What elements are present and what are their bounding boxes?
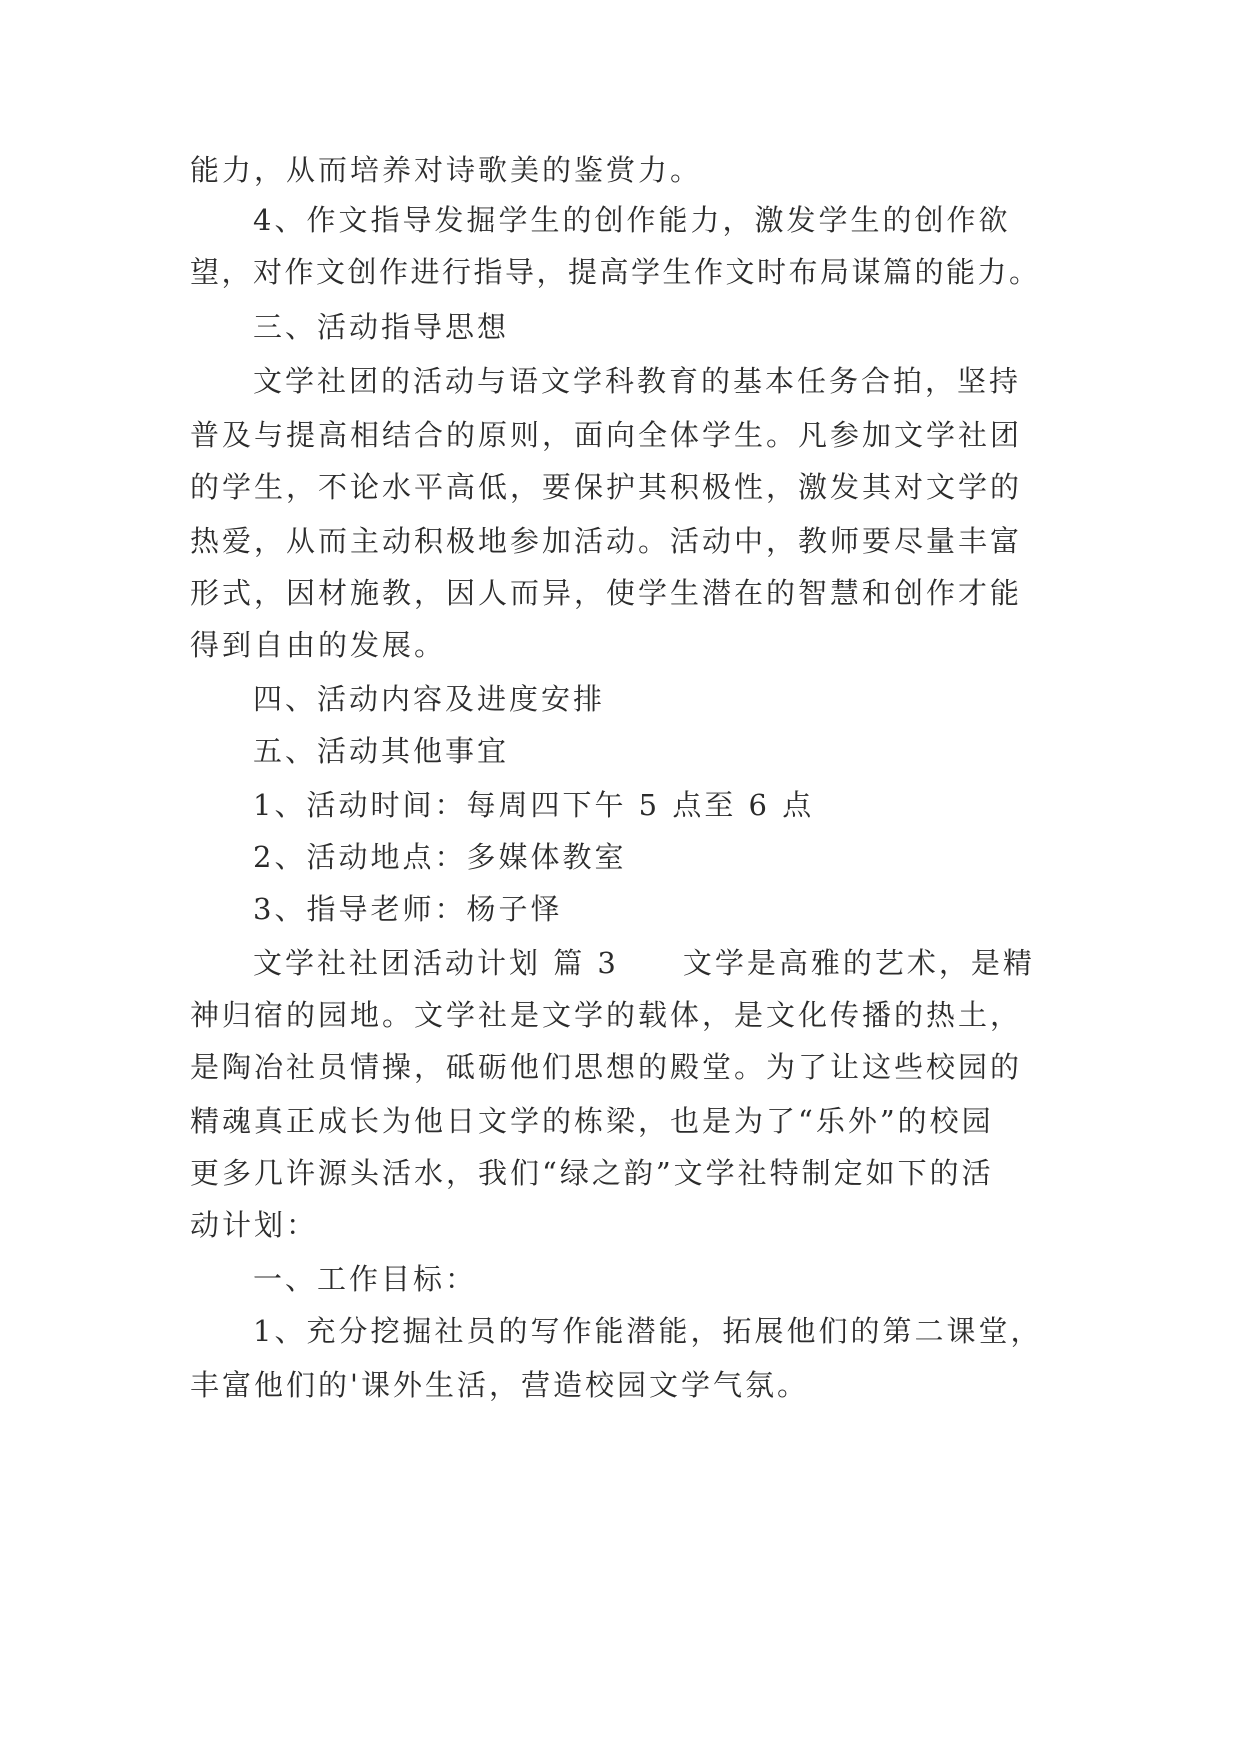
text-line: 望，对作文创作进行指导，提高学生作文时布局谋篇的能力。: [190, 255, 1041, 289]
text-line: 普及与提高相结合的原则，面向全体学生。凡参加文学社团: [190, 418, 1023, 452]
list-item: 2、活动地点：多媒体教室: [253, 840, 627, 874]
section-heading: 一、工作目标：: [253, 1262, 478, 1296]
text-line: 形式，因材施教，因人而异，使学生潜在的智慧和创作才能: [190, 576, 1023, 610]
text-line: 能力，从而培养对诗歌美的鉴赏力。: [190, 153, 703, 187]
text-line: 精魂真正成长为他日文学的栋梁，也是为了“乐外”的校园: [190, 1104, 994, 1138]
text-line: 更多几许源头活水，我们“绿之韵”文学社特制定如下的活: [190, 1156, 994, 1190]
text-line: 热爱，从而主动积极地参加活动。活动中，教师要尽量丰富: [190, 524, 1023, 558]
section-heading: 四、活动内容及进度安排: [253, 682, 606, 716]
text-line: 是陶冶社员情操，砥砺他们思想的殿堂。为了让这些校园的: [190, 1050, 1023, 1084]
list-item: 1、活动时间：每周四下午 5 点至 6 点: [253, 788, 815, 822]
text-line: 丰富他们的'课外生活，营造校园文学气氛。: [190, 1368, 809, 1402]
text-line: 的学生，不论水平高低，要保护其积极性，激发其对文学的: [190, 470, 1023, 504]
text-line: 神归宿的园地。文学社是文学的载体，是文化传播的热土，: [190, 998, 1023, 1032]
text-line: 文学社团的活动与语文学科教育的基本任务合拍，坚持: [253, 364, 1022, 398]
list-item: 1、充分挖掘社员的写作能潜能，拓展他们的第二课堂，: [253, 1314, 1043, 1348]
section-heading: 五、活动其他事宜: [253, 734, 510, 768]
section-heading: 三、活动指导思想: [253, 310, 510, 344]
text-line: 文学社社团活动计划 篇 3 文学是高雅的艺术，是精: [253, 946, 1035, 980]
text-line: 得到自由的发展。: [190, 628, 447, 662]
text-line: 动计划：: [190, 1208, 319, 1242]
list-item: 3、指导老师：杨子怿: [253, 892, 563, 926]
text-line: 4、作文指导发掘学生的创作能力，激发学生的创作欲: [253, 203, 1011, 237]
